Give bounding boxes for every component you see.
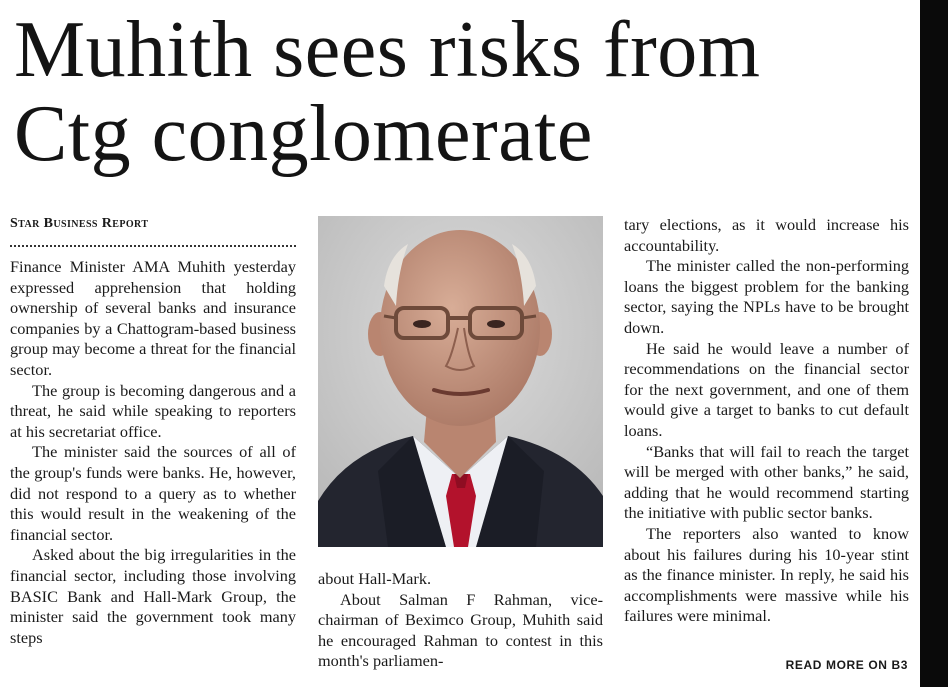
- paragraph: The minister said the sources of all of the group's funds were banks. He, however, did not respond to a query as to whether this would result in the weakening of the financial sector.: [10, 442, 296, 544]
- article-column-2: [318, 569, 603, 672]
- read-more-jump: READ MORE ON B3: [785, 658, 908, 672]
- paragraph: The reporters also wanted to know about his failures during his 10-year stint as the finance minister. In reply, he said his accomplishments were massive while his failures were minimal.: [624, 523, 909, 626]
- paragraph: He said he would leave a number of recommendations on the financial sector for the next government, and one of them would give a target to banks to cut default loans.: [624, 338, 909, 440]
- headline-line-1: Muhith sees risks from: [14, 6, 761, 94]
- paragraph: Finance Minister AMA Muhith yesterday expressed apprehension that holding ownership of several banks and insurance companies by a Chattogram-based business group may become a threat for the financial sector.: [10, 257, 296, 379]
- paragraph: Asked about the big irregularities in the financial sector, including those involving BASIC Bank and Hall-Mark Group, the minister said the government took many steps: [10, 545, 296, 647]
- headline-line-2: Ctg conglomerate: [14, 90, 593, 178]
- paragraph: tary elections, as it would increase his accountability.: [624, 215, 909, 255]
- byline: Star Business Report: [10, 216, 149, 231]
- portrait-illustration: [318, 216, 603, 547]
- paragraph: “Banks that will fail to reach the target will be merged with other banks,” he said, adding that he would recommend starting the initiative with public sector banks.: [624, 441, 909, 523]
- article-column-1: [10, 257, 296, 648]
- headline: [14, 8, 914, 176]
- paragraph: about Hall-Mark.: [318, 569, 432, 588]
- paragraph: About Salman F Rahman, vice-chairman of Beximco Group, Muhith said he encouraged Rahman to contest in this month's parliamen-: [318, 589, 603, 671]
- article-column-3: [624, 215, 909, 627]
- paragraph: The minister called the non-performing loans the biggest problem for the banking sector, saying the NPLs have to be brought down.: [624, 256, 909, 337]
- page-edge-bar: [920, 0, 948, 687]
- portrait-photo: [318, 216, 603, 547]
- paragraph: The group is becoming dangerous and a threat, he said while speaking to reporters at his secretariat office.: [10, 380, 296, 441]
- byline-divider: [10, 244, 296, 247]
